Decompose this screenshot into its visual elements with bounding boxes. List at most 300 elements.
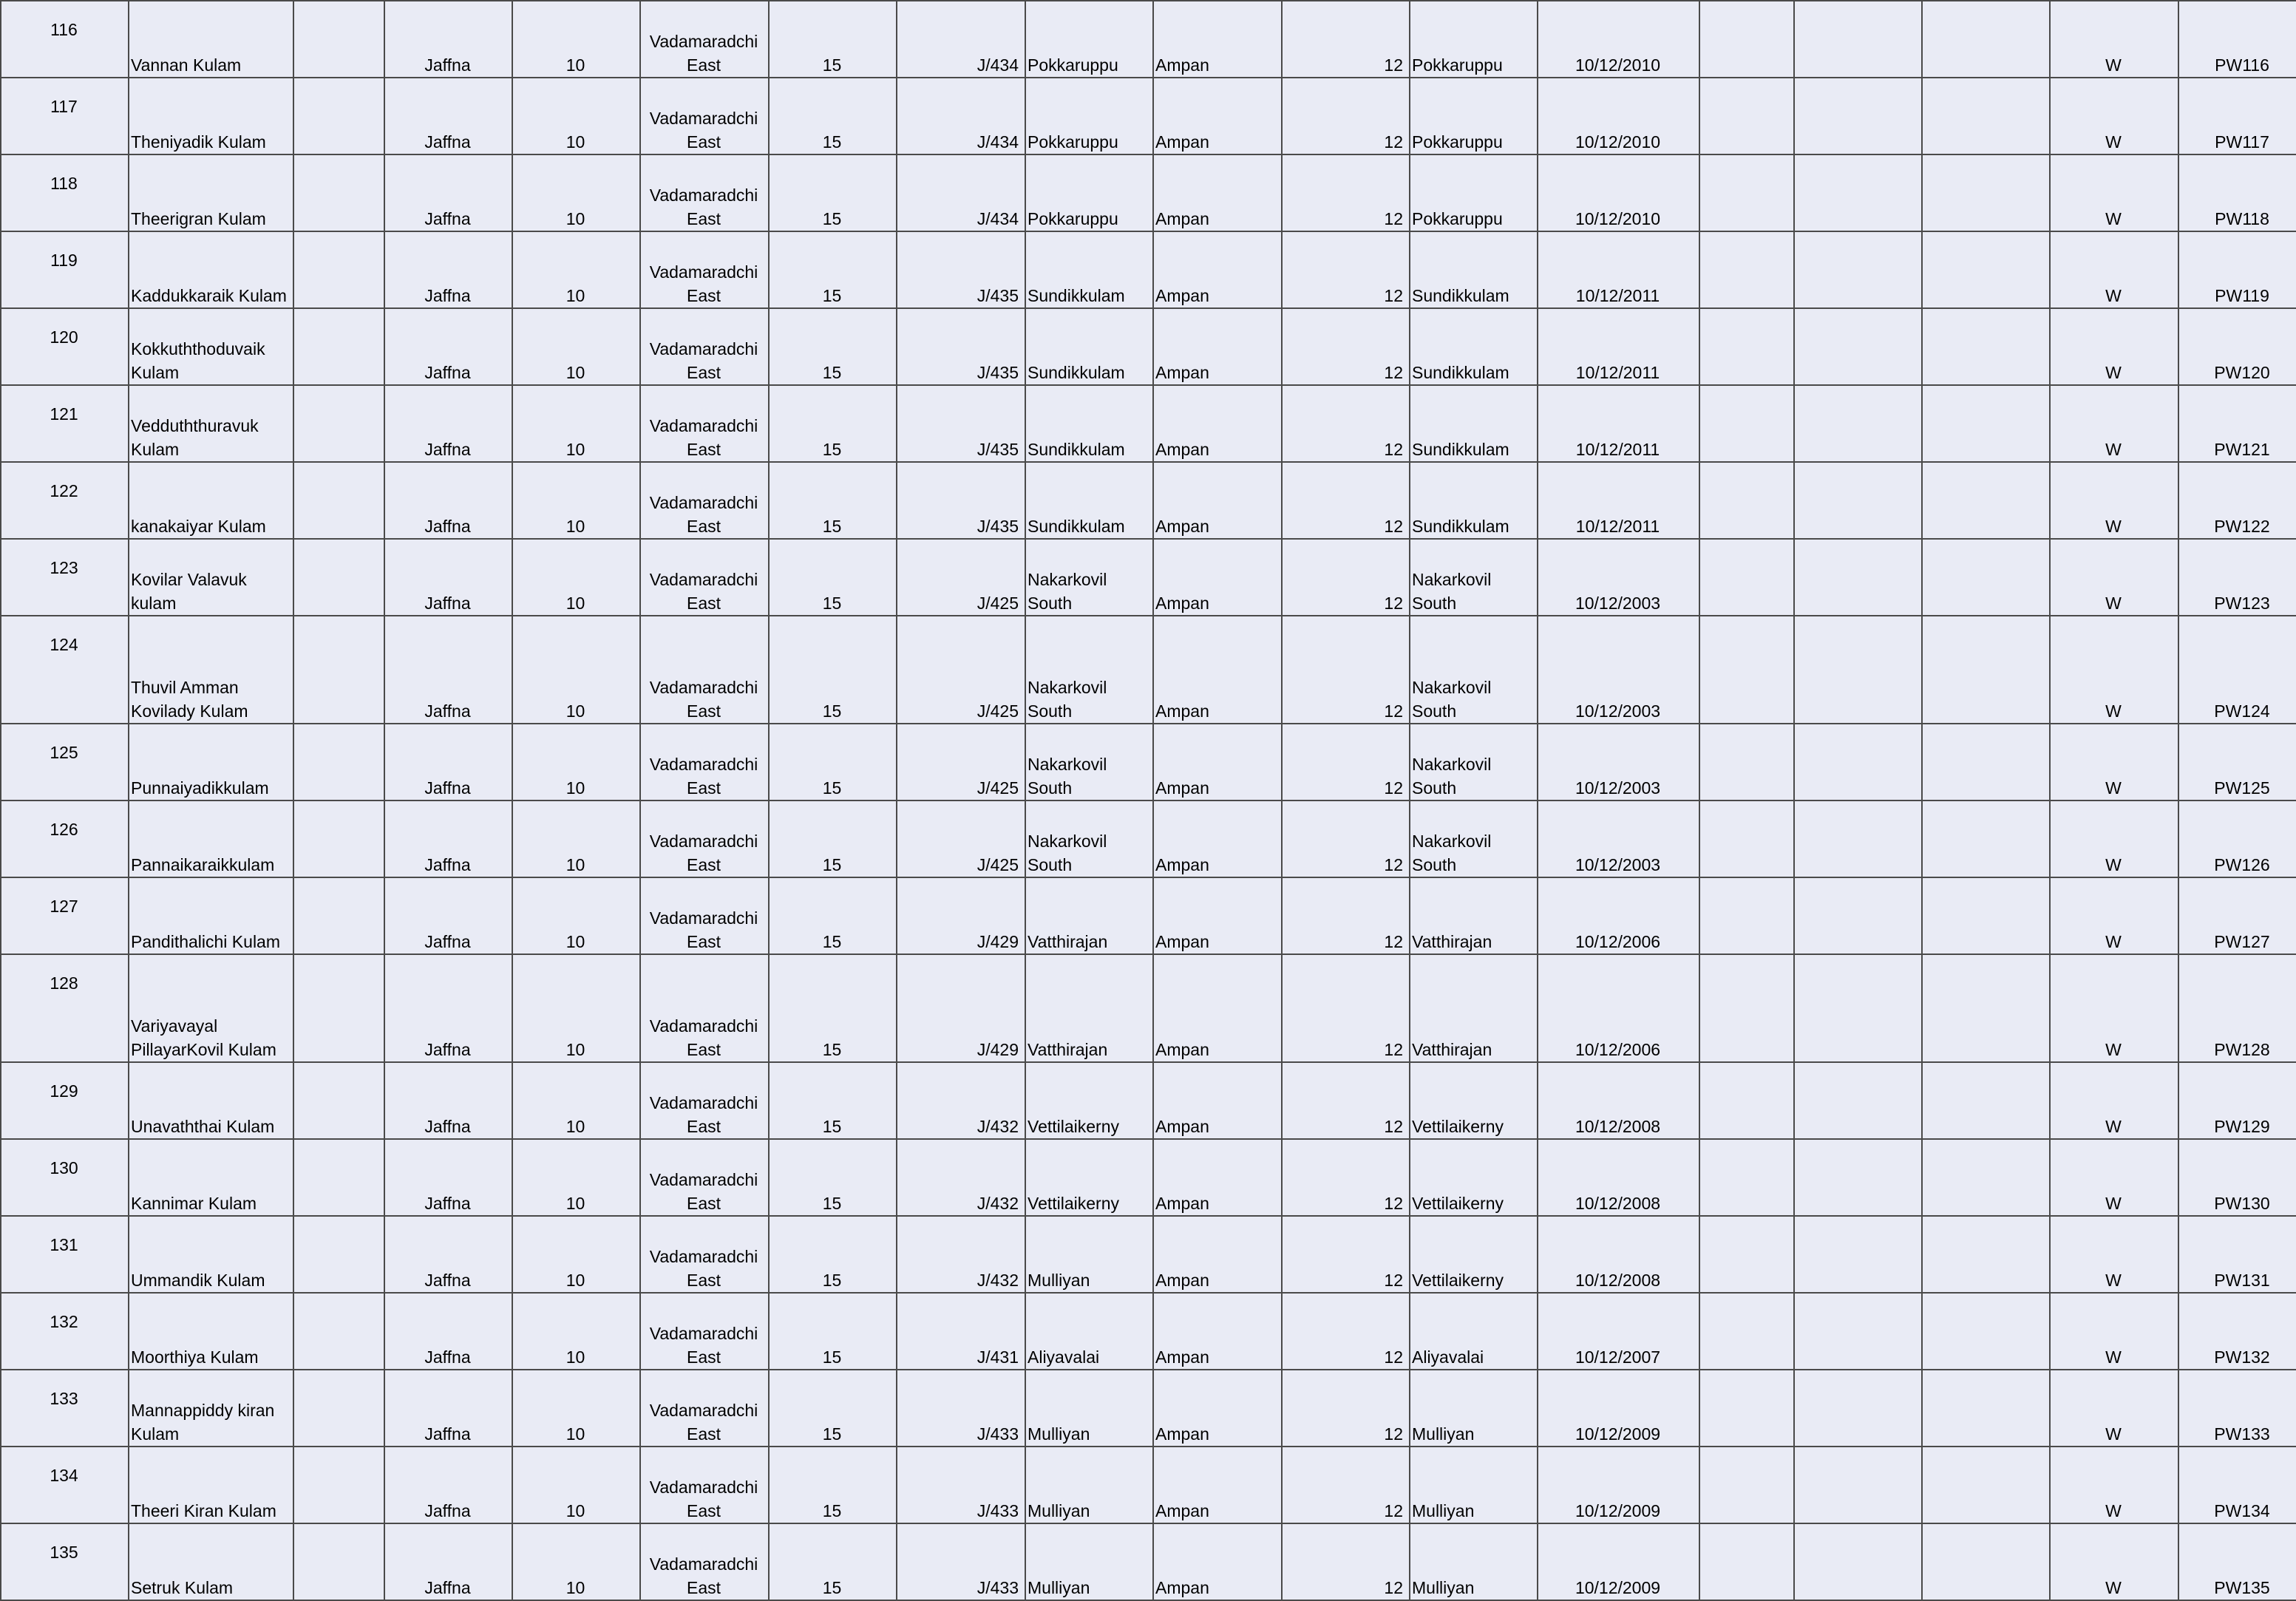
empty-cell	[1794, 1370, 1922, 1447]
tank-name-cell	[129, 1370, 293, 1447]
ds-division-text: Vadamaradchi East	[649, 1247, 758, 1290]
gn-code-text: J/435	[977, 286, 1019, 305]
district-cell	[384, 231, 512, 308]
date-cell	[1538, 1293, 1699, 1370]
row-number-cell	[1, 1523, 129, 1600]
table-row	[1, 954, 2296, 1062]
district-text: Jaffna	[424, 594, 471, 613]
district-code-text: 10	[565, 778, 585, 798]
date-text: 10/12/2003	[1575, 855, 1661, 874]
row-number-text: 127	[50, 897, 78, 916]
empty-cell	[1794, 616, 1922, 724]
district-code-text: 10	[565, 363, 585, 382]
empty-cell	[293, 954, 384, 1062]
asc-code-text: 12	[1384, 778, 1403, 798]
asc-code-cell	[1282, 1, 1410, 78]
water-type-text: W	[2105, 855, 2122, 874]
ds-code-cell	[769, 724, 897, 800]
empty-cell	[1699, 78, 1794, 154]
gn-code-cell	[897, 462, 1025, 539]
empty-cell	[1922, 462, 2050, 539]
ds-division-cell	[640, 1293, 769, 1370]
ds-division-text: Vadamaradchi East	[649, 262, 758, 305]
empty-cell	[1794, 1062, 1922, 1139]
ds-division-cell	[640, 1523, 769, 1600]
district-text: Jaffna	[424, 1578, 471, 1597]
district-text: Jaffna	[424, 1501, 471, 1520]
asc-cell	[1153, 616, 1282, 724]
row-number-cell	[1, 1447, 129, 1523]
asc-code-text: 12	[1384, 855, 1403, 874]
empty-cell	[1699, 954, 1794, 1062]
village-text: Pokkaruppu	[1412, 132, 1503, 152]
village-text: Pokkaruppu	[1412, 55, 1503, 75]
tank-name-cell	[129, 1293, 293, 1370]
gn-code-text: J/433	[977, 1424, 1019, 1444]
ds-code-text: 15	[822, 363, 842, 382]
district-code-cell	[512, 1216, 640, 1293]
asc-text: Ampan	[1155, 1117, 1209, 1136]
village-cell	[1410, 154, 1538, 231]
asc-code-text: 12	[1384, 209, 1403, 228]
district-text: Jaffna	[424, 701, 471, 721]
row-number-text: 132	[50, 1312, 78, 1331]
asc-code-text: 12	[1384, 1578, 1403, 1597]
water-type-text: W	[2105, 132, 2122, 152]
village-cell	[1410, 1216, 1538, 1293]
water-type-cell	[2050, 1370, 2178, 1447]
date-text: 10/12/2011	[1575, 363, 1660, 382]
asc-text: Ampan	[1155, 1040, 1209, 1059]
empty-cell	[1699, 616, 1794, 724]
empty-cell	[1699, 231, 1794, 308]
tank-name-cell	[129, 1062, 293, 1139]
empty-cell	[293, 1523, 384, 1600]
village-cell	[1410, 724, 1538, 800]
tank-name-text: Punnaiyadikkulam	[131, 778, 269, 798]
district-cell	[384, 154, 512, 231]
gn-code-cell	[897, 1447, 1025, 1523]
ds-division-cell	[640, 724, 769, 800]
ds-code-text: 15	[822, 55, 842, 75]
water-type-cell	[2050, 1216, 2178, 1293]
ds-code-text: 15	[822, 132, 842, 152]
table-row	[1, 539, 2296, 616]
district-cell	[384, 1523, 512, 1600]
asc-text: Ampan	[1155, 209, 1209, 228]
empty-cell	[1922, 1523, 2050, 1600]
ds-code-text: 15	[822, 701, 842, 721]
empty-cell	[1699, 1370, 1794, 1447]
asc-code-cell	[1282, 954, 1410, 1062]
village-text: Sundikkulam	[1412, 286, 1509, 305]
reference-text: PW123	[2214, 594, 2270, 613]
asc-cell	[1153, 308, 1282, 385]
water-type-cell	[2050, 1447, 2178, 1523]
ds-division-cell	[640, 877, 769, 954]
asc-cell	[1153, 1139, 1282, 1216]
asc-code-text: 12	[1384, 594, 1403, 613]
water-type-text: W	[2105, 440, 2122, 459]
tank-name-text: Thuvil Amman Kovilady Kulam	[131, 678, 248, 721]
tank-name-text: Kannimar Kulam	[131, 1194, 257, 1213]
gn-code-text: J/434	[977, 209, 1019, 228]
district-text: Jaffna	[424, 1424, 471, 1444]
reference-cell	[2178, 1447, 2296, 1523]
reference-text: PW128	[2214, 1040, 2270, 1059]
asc-text: Ampan	[1155, 363, 1209, 382]
reference-text: PW132	[2214, 1347, 2270, 1367]
empty-cell	[1922, 539, 2050, 616]
date-text: 10/12/2008	[1575, 1271, 1661, 1290]
gn-code-cell	[897, 800, 1025, 877]
empty-cell	[293, 308, 384, 385]
district-cell	[384, 462, 512, 539]
reference-cell	[2178, 231, 2296, 308]
date-text: 10/12/2011	[1575, 286, 1660, 305]
village-cell	[1410, 1523, 1538, 1600]
ds-division-cell	[640, 154, 769, 231]
gn-division-text: Vettilaikerny	[1028, 1194, 1120, 1213]
ds-division-text: Vadamaradchi East	[649, 1478, 758, 1520]
empty-cell	[1794, 954, 1922, 1062]
reference-text: PW129	[2214, 1117, 2270, 1136]
date-text: 10/12/2003	[1575, 778, 1661, 798]
district-cell	[384, 877, 512, 954]
tank-name-text: Kokkuththoduvaik Kulam	[131, 339, 265, 382]
table-row	[1, 1, 2296, 78]
tank-name-cell	[129, 385, 293, 462]
empty-cell	[1794, 308, 1922, 385]
ds-division-text: Vadamaradchi East	[649, 570, 758, 613]
empty-cell	[1794, 539, 1922, 616]
empty-cell	[1922, 724, 2050, 800]
reference-cell	[2178, 308, 2296, 385]
empty-cell	[293, 154, 384, 231]
ds-division-cell	[640, 1062, 769, 1139]
asc-cell	[1153, 462, 1282, 539]
gn-division-cell	[1025, 539, 1153, 616]
tank-name-cell	[129, 877, 293, 954]
gn-division-text: Vettilaikerny	[1028, 1117, 1120, 1136]
asc-text: Ampan	[1155, 1194, 1209, 1213]
asc-code-text: 12	[1384, 286, 1403, 305]
ds-division-cell	[640, 1, 769, 78]
empty-cell	[1922, 231, 2050, 308]
tank-name-text: Unavaththai Kulam	[131, 1117, 275, 1136]
village-text: Mulliyan	[1412, 1424, 1475, 1444]
ds-code-cell	[769, 1447, 897, 1523]
gn-division-text: Pokkaruppu	[1028, 132, 1118, 152]
empty-cell	[1699, 877, 1794, 954]
water-type-text: W	[2105, 701, 2122, 721]
gn-division-text: Nakarkovil South	[1028, 832, 1107, 874]
asc-text: Ampan	[1155, 1578, 1209, 1597]
ds-code-text: 15	[822, 855, 842, 874]
ds-code-cell	[769, 1293, 897, 1370]
asc-code-cell	[1282, 800, 1410, 877]
date-text: 10/12/2011	[1575, 517, 1660, 536]
ds-division-text: Vadamaradchi East	[649, 1324, 758, 1367]
asc-code-text: 12	[1384, 1271, 1403, 1290]
asc-code-cell	[1282, 385, 1410, 462]
asc-text: Ampan	[1155, 1271, 1209, 1290]
village-cell	[1410, 616, 1538, 724]
gn-division-cell	[1025, 1, 1153, 78]
asc-cell	[1153, 154, 1282, 231]
empty-cell	[1794, 877, 1922, 954]
asc-code-cell	[1282, 1293, 1410, 1370]
empty-cell	[1922, 1370, 2050, 1447]
table-row	[1, 1062, 2296, 1139]
water-type-text: W	[2105, 1424, 2122, 1444]
reference-cell	[2178, 877, 2296, 954]
asc-code-text: 12	[1384, 363, 1403, 382]
gn-code-cell	[897, 877, 1025, 954]
district-code-cell	[512, 1523, 640, 1600]
empty-cell	[293, 1216, 384, 1293]
date-text: 10/12/2009	[1575, 1578, 1661, 1597]
row-number-text: 121	[50, 404, 78, 424]
empty-cell	[1794, 78, 1922, 154]
date-text: 10/12/2008	[1575, 1194, 1661, 1213]
gn-division-cell	[1025, 1447, 1153, 1523]
empty-cell	[1794, 231, 1922, 308]
empty-cell	[1699, 800, 1794, 877]
ds-division-text: Vadamaradchi East	[649, 1170, 758, 1213]
asc-text: Ampan	[1155, 440, 1209, 459]
asc-cell	[1153, 877, 1282, 954]
village-cell	[1410, 1, 1538, 78]
ds-code-cell	[769, 462, 897, 539]
asc-code-cell	[1282, 724, 1410, 800]
gn-code-cell	[897, 954, 1025, 1062]
district-text: Jaffna	[424, 1271, 471, 1290]
asc-cell	[1153, 385, 1282, 462]
asc-cell	[1153, 1062, 1282, 1139]
gn-code-text: J/429	[977, 932, 1019, 951]
district-text: Jaffna	[424, 363, 471, 382]
gn-division-text: Nakarkovil South	[1028, 678, 1107, 721]
row-number-cell	[1, 1062, 129, 1139]
gn-division-cell	[1025, 1062, 1153, 1139]
tank-name-cell	[129, 1139, 293, 1216]
date-cell	[1538, 78, 1699, 154]
date-text: 10/12/2003	[1575, 701, 1661, 721]
district-code-text: 10	[565, 440, 585, 459]
village-text: Sundikkulam	[1412, 440, 1509, 459]
row-number-cell	[1, 154, 129, 231]
water-type-text: W	[2105, 1501, 2122, 1520]
district-code-text: 10	[565, 1271, 585, 1290]
empty-cell	[293, 462, 384, 539]
gn-code-cell	[897, 231, 1025, 308]
tank-name-cell	[129, 462, 293, 539]
gn-code-text: J/425	[977, 594, 1019, 613]
district-code-cell	[512, 231, 640, 308]
tank-name-cell	[129, 616, 293, 724]
tank-name-cell	[129, 78, 293, 154]
asc-cell	[1153, 1293, 1282, 1370]
tank-name-cell	[129, 1216, 293, 1293]
village-text: Mulliyan	[1412, 1501, 1475, 1520]
asc-code-cell	[1282, 539, 1410, 616]
tank-name-text: Pandithalichi Kulam	[131, 932, 281, 951]
gn-division-text: Sundikkulam	[1028, 440, 1125, 459]
gn-code-text: J/432	[977, 1271, 1019, 1290]
district-text: Jaffna	[424, 517, 471, 536]
date-text: 10/12/2010	[1575, 209, 1661, 228]
district-code-cell	[512, 385, 640, 462]
date-text: 10/12/2009	[1575, 1424, 1661, 1444]
row-number-text: 123	[50, 558, 78, 577]
date-text: 10/12/2009	[1575, 1501, 1661, 1520]
empty-cell	[1699, 1062, 1794, 1139]
gn-division-cell	[1025, 877, 1153, 954]
ds-division-text: Vadamaradchi East	[649, 832, 758, 874]
asc-cell	[1153, 1370, 1282, 1447]
reference-cell	[2178, 539, 2296, 616]
asc-code-text: 12	[1384, 1040, 1403, 1059]
asc-code-cell	[1282, 308, 1410, 385]
gn-code-text: J/425	[977, 778, 1019, 798]
empty-cell	[1922, 308, 2050, 385]
district-cell	[384, 1139, 512, 1216]
gn-division-cell	[1025, 462, 1153, 539]
date-cell	[1538, 1370, 1699, 1447]
district-cell	[384, 724, 512, 800]
asc-code-cell	[1282, 1216, 1410, 1293]
ds-code-text: 15	[822, 1271, 842, 1290]
asc-text: Ampan	[1155, 778, 1209, 798]
gn-division-text: Aliyavalai	[1028, 1347, 1100, 1367]
village-text: Nakarkovil South	[1412, 570, 1492, 613]
ds-code-cell	[769, 539, 897, 616]
reference-cell	[2178, 800, 2296, 877]
district-code-text: 10	[565, 1347, 585, 1367]
district-cell	[384, 385, 512, 462]
ds-division-cell	[640, 231, 769, 308]
water-type-text: W	[2105, 363, 2122, 382]
row-number-text: 126	[50, 820, 78, 839]
district-code-text: 10	[565, 1424, 585, 1444]
row-number-cell	[1, 385, 129, 462]
reference-cell	[2178, 724, 2296, 800]
village-cell	[1410, 877, 1538, 954]
reference-text: PW118	[2215, 209, 2269, 228]
gn-code-text: J/432	[977, 1117, 1019, 1136]
asc-cell	[1153, 231, 1282, 308]
district-code-text: 10	[565, 1040, 585, 1059]
asc-code-cell	[1282, 462, 1410, 539]
ds-division-text: Vadamaradchi East	[649, 109, 758, 152]
tank-name-cell	[129, 308, 293, 385]
gn-code-cell	[897, 1139, 1025, 1216]
table-row	[1, 724, 2296, 800]
empty-cell	[293, 1370, 384, 1447]
district-code-cell	[512, 1, 640, 78]
row-number-text: 125	[50, 743, 78, 762]
ds-code-cell	[769, 308, 897, 385]
asc-text: Ampan	[1155, 286, 1209, 305]
reference-text: PW117	[2215, 132, 2269, 152]
village-cell	[1410, 78, 1538, 154]
ds-division-text: Vadamaradchi East	[649, 678, 758, 721]
empty-cell	[1699, 539, 1794, 616]
reference-text: PW130	[2214, 1194, 2270, 1213]
empty-cell	[1922, 1447, 2050, 1523]
empty-cell	[293, 539, 384, 616]
asc-code-text: 12	[1384, 1424, 1403, 1444]
gn-division-text: Sundikkulam	[1028, 517, 1125, 536]
row-number-text: 122	[50, 481, 78, 500]
ds-division-cell	[640, 462, 769, 539]
tank-name-text: Vannan Kulam	[131, 55, 242, 75]
district-code-cell	[512, 308, 640, 385]
ds-code-text: 15	[822, 778, 842, 798]
district-text: Jaffna	[424, 440, 471, 459]
empty-cell	[1794, 1447, 1922, 1523]
row-number-cell	[1, 800, 129, 877]
ds-division-text: Vadamaradchi East	[649, 1093, 758, 1136]
empty-cell	[1794, 385, 1922, 462]
empty-cell	[1794, 1523, 1922, 1600]
ds-code-cell	[769, 1216, 897, 1293]
row-number-text: 133	[50, 1389, 78, 1408]
table-row	[1, 385, 2296, 462]
empty-cell	[1922, 1139, 2050, 1216]
district-code-cell	[512, 1370, 640, 1447]
empty-cell	[1699, 462, 1794, 539]
district-code-cell	[512, 1447, 640, 1523]
date-cell	[1538, 1447, 1699, 1523]
ds-division-cell	[640, 1139, 769, 1216]
empty-cell	[1922, 954, 2050, 1062]
empty-cell	[293, 1062, 384, 1139]
ds-division-cell	[640, 1370, 769, 1447]
gn-division-text: Sundikkulam	[1028, 363, 1125, 382]
ds-code-cell	[769, 1523, 897, 1600]
table-row	[1, 154, 2296, 231]
district-cell	[384, 800, 512, 877]
district-code-text: 10	[565, 594, 585, 613]
water-type-cell	[2050, 1523, 2178, 1600]
ds-division-text: Vadamaradchi East	[649, 339, 758, 382]
table-row	[1, 800, 2296, 877]
ds-division-cell	[640, 1216, 769, 1293]
date-text: 10/12/2006	[1575, 1040, 1661, 1059]
district-text: Jaffna	[424, 778, 471, 798]
table-row	[1, 1523, 2296, 1600]
ds-code-text: 15	[822, 517, 842, 536]
row-number-cell	[1, 539, 129, 616]
reference-cell	[2178, 154, 2296, 231]
date-cell	[1538, 1216, 1699, 1293]
village-cell	[1410, 1293, 1538, 1370]
asc-code-cell	[1282, 1139, 1410, 1216]
ds-code-text: 15	[822, 1424, 842, 1444]
empty-cell	[1699, 724, 1794, 800]
water-type-cell	[2050, 1, 2178, 78]
water-type-text: W	[2105, 778, 2122, 798]
gn-division-text: Mulliyan	[1028, 1578, 1090, 1597]
gn-division-text: Vatthirajan	[1028, 932, 1108, 951]
table-row	[1, 877, 2296, 954]
gn-division-cell	[1025, 1370, 1153, 1447]
asc-cell	[1153, 1, 1282, 78]
date-cell	[1538, 1062, 1699, 1139]
row-number-cell	[1, 954, 129, 1062]
